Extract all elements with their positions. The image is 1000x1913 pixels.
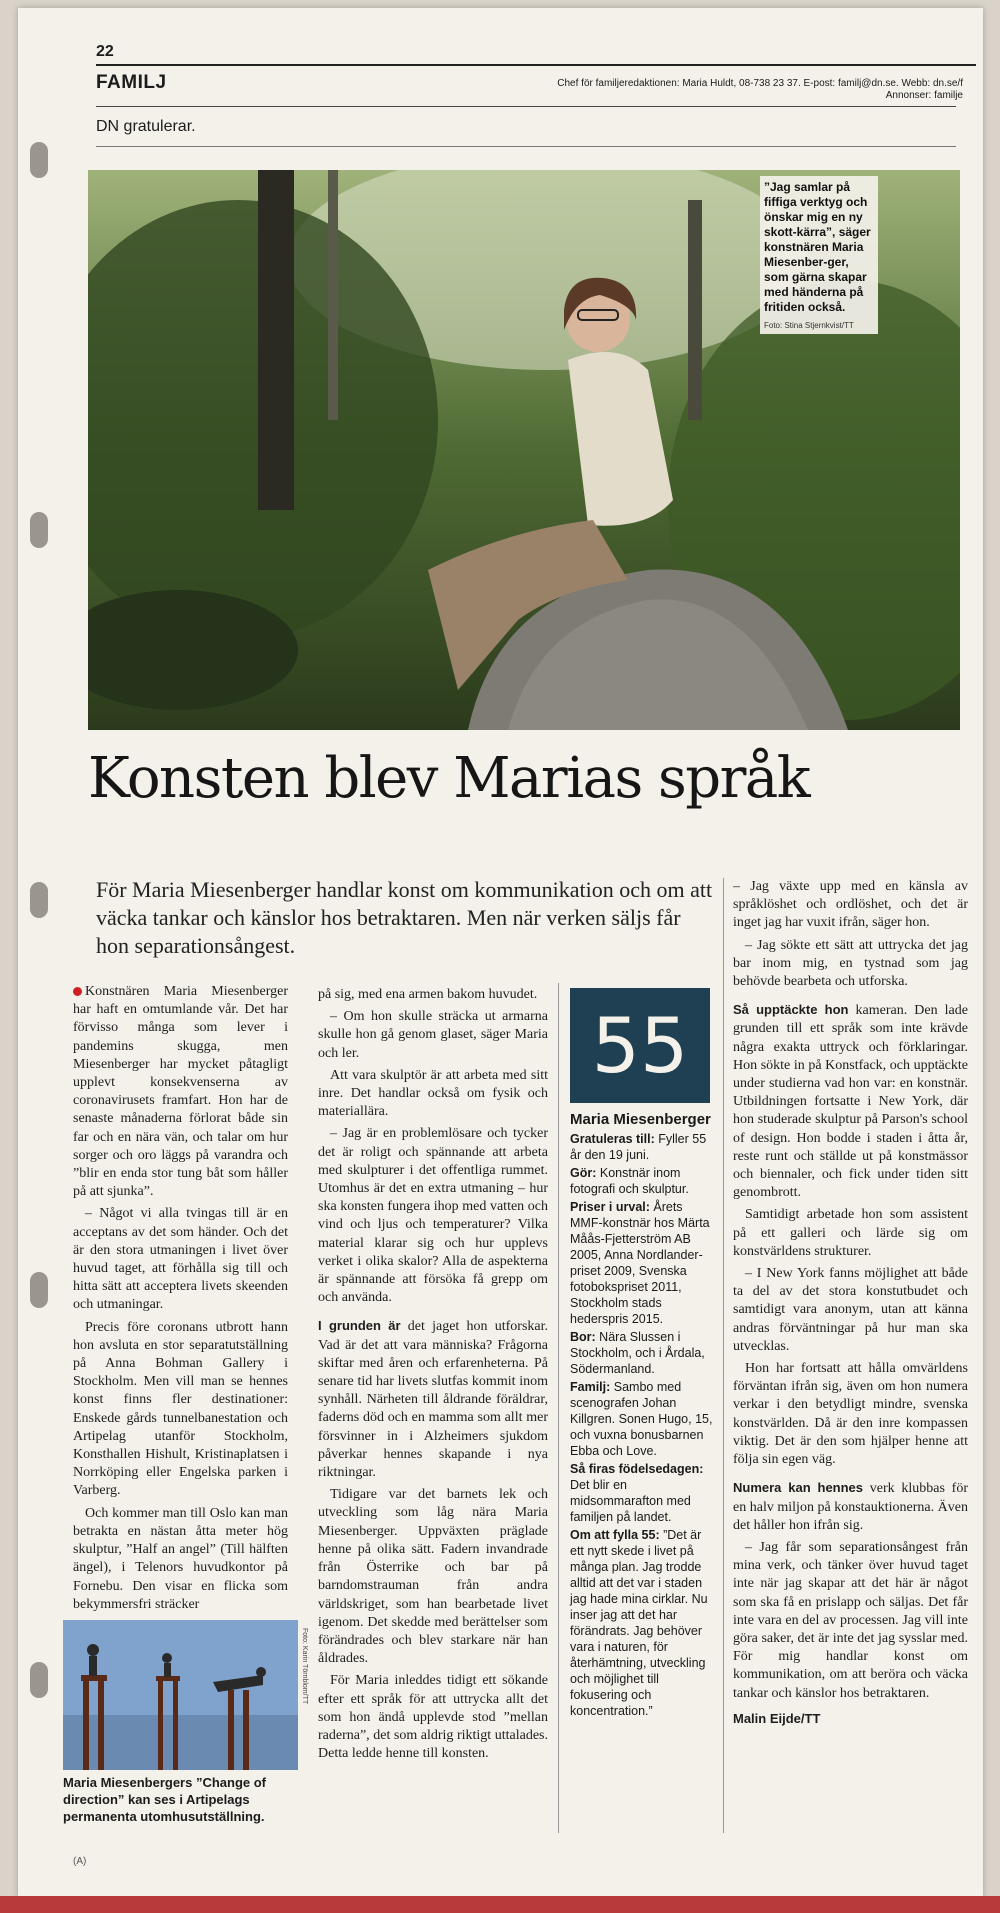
article-paragraph: – Jag sökte ett sätt att uttrycka det jag bar inom mig, en tystnad som jag behövde bearbeta och utforska.	[733, 937, 968, 990]
sculpture-photo	[63, 1620, 298, 1770]
subhead-lead-in: Så upptäckte hon	[733, 1002, 849, 1018]
kicker: DN gratulerar.	[96, 118, 196, 135]
article-paragraph: – Jag växte upp med en känsla av språklöshet och ordlöshet, och det är inget jag har vuxit ifrån, säger hon.	[733, 879, 968, 931]
fact-item: Bor: Nära Slussen i Stockholm, och i Årdala, Södermanland.	[570, 1330, 705, 1376]
fact-item: Priser i urval: Årets MMF-konstnär hos Märta Måås-Fjetterström AB 2005, Anna Nordlander-priset 2009, Svenska fotobokspriset 2011, Stockholm stads hederspris 2015.	[570, 1200, 710, 1326]
section-title: FAMILJ	[96, 72, 167, 93]
photo-credit: Foto: Stina Stjernkvist/TT	[764, 321, 854, 330]
footer-mark: (A)	[73, 1856, 87, 1867]
column-divider	[558, 983, 559, 1833]
article-paragraph: – Om hon skulle sträcka ut armarna skulle hon gå genom glaset, säger Maria och ler.	[318, 1009, 548, 1061]
age-badge: 55	[570, 988, 710, 1103]
article-paragraph: Hon har fortsatt att hålla omvärldens förväntan ifrån sig, även om hon numera verkar i den betydligt mindre, svenska konstvärlden. Då är den inre kompassen viktig. Det är den som hjälper henne att följa sin egen väg.	[733, 1361, 968, 1468]
binder-hole	[30, 1272, 48, 1308]
article-paragraph: För Maria inleddes tidigt ett sökande efter ett språk för att uttrycka allt det som hon ändå upplevde stod ”mellan raderna”, det som aldrig riktigt uttalades. Detta ledde henne till konsten.	[318, 1673, 548, 1762]
headline: Konsten blev Marias språk	[88, 746, 810, 811]
article-paragraph: – I New York fanns möjlighet att både ta del av det stora konstutbudet och samtidigt vara anonym, utan att känna andras förväntningar på hur man ska utvecklas.	[733, 1266, 968, 1354]
binder-hole	[30, 1662, 48, 1698]
fact-item: Familj: Sambo med scenografen Johan Killgren. Sonen Hugo, 15, och vuxna bonusbarnen Ebba och Love.	[570, 1380, 713, 1458]
binder-hole	[30, 882, 48, 918]
fact-box-name: Maria Miesenberger	[570, 1111, 711, 1128]
contact-line: Chef för familjeredaktionen: Maria Huldt, 08-738 23 37. E-post: familj@dn.se. Webb: dn.se/f	[557, 78, 963, 89]
article-column-1	[73, 983, 288, 1618]
bullet-dot-icon	[73, 987, 82, 996]
fact-item: Gör: Konstnär inom fotografi och skulptur.	[570, 1166, 689, 1196]
article-column-2	[318, 986, 548, 1767]
article-column-4	[733, 878, 968, 1730]
article-paragraph: Och kommer man till Oslo kan man betrakta en nästan åtta meter hög skulptur, ”Half an angel” (Till hälften ängel), i Telenors huvudkontor på Fornebu. Den visar en flicka som bekymmersfri sträcker	[73, 1505, 288, 1612]
article-paragraph: Samtidigt arbetade hon som assistent på ett galleri och lärde sig om konstvärldens strukturer.	[733, 1207, 968, 1259]
article-paragraph: – Något vi alla tvingas till är en acceptans av det som händer. Och det är den stora utmaningen i livet över huvud taget, att förhålla sig till och hitta sätt att acceptera livets skeenden och utmaningar.	[73, 1206, 288, 1313]
binder-hole	[30, 512, 48, 548]
article-paragraph: Så upptäckte hon kameran. Den lade grunden till ett språk som inte krävde några exakta uttryck och förklaringar. Hon sökte in på Konstfack, och upptäckte under studierna vad hon var: en konstnär. Utbildningen fortsatte i New York, där hon studerade skulptur på Parson's school of design. Hon bodde i staden i åtta år, reste runt och ställde ut på konstmässor och biennaler, och fick under tiden sitt genombrott.	[733, 1002, 968, 1201]
header-rule-3	[96, 146, 956, 147]
sculpture-photo-caption: Maria Miesenbergers ”Change of direction” kan ses i Artipelags permanenta utomhusutställning.	[63, 1775, 266, 1824]
ads-line: Annonser: familje	[885, 90, 963, 101]
fact-item: Så firas födelsedagen: Det blir en midsommarafton med familjen på landet.	[570, 1462, 704, 1524]
newspaper-page	[18, 8, 983, 1898]
fact-item: Gratuleras till: Fyller 55 år den 19 juni.	[570, 1132, 707, 1162]
page-number: 22	[96, 43, 114, 60]
sculpture-photo-illustration	[63, 1620, 298, 1770]
background-fabric	[0, 1896, 1000, 1913]
fact-item: Om att fylla 55: ”Det är ett nytt skede i livet på många plan. Jag trodde alltid att det var i staden jag hade mina cirklar. Nu inser jag att det har förändrats. Jag behöver vara i naturen, för återhämtning, utveckling och möjlighet till fokusering och koncentration.”	[570, 1528, 708, 1718]
subhead-lead-in: I grunden är	[318, 1318, 401, 1334]
photo-caption	[760, 176, 878, 334]
fact-box	[570, 988, 715, 1721]
photo-caption-quote: ”Jag samlar på fiffiga verktyg och önskar mig en ny skott-kärra”, säger konstnären Maria Miesenber-ger, som gärna skapar med händerna på fritiden också.	[764, 180, 871, 314]
article-paragraph: Tidigare var det barnets lek och utveckling som låg nära Maria Miesenberger. Uppväxten präglade henne på olika sätt. Fadern invandrade från Österrike och bar på barndomstrauman från andra världskriget, som han bearbetade livet igenom. Det skedde med berättelser som förändrades och blev starkare när han åldrades.	[318, 1487, 548, 1667]
article-paragraph: Precis före coronans utbrott hann hon avsluta en stor separatutställning på Anna Bohman Gallery i Stockholm. Men vill man se hennes konst finns fler destinationer: Enskede gårds tunnelbanestation och Artipelag utanför Stockholm, Konsthallen Hishult, Kristinaplatsen i Norrköping eller Engelska parken i Varberg.	[73, 1319, 288, 1499]
article-paragraph: Att vara skulptör är att arbeta med sitt inre. Det handlar också om fysik och materiallära.	[318, 1067, 548, 1120]
binder-hole	[30, 142, 48, 178]
column-divider	[723, 878, 724, 1833]
article-paragraph: – Jag är en problemlösare och tycker det är roligt och spännande att arbeta med skulpturer i det offentliga rummet. Utomhus är det en extra utmaning – hur ska konsten fungera ihop med vatten och vind och ljus och temperaturer? Vilka material klarar sig och hur upplevs verket i olika skalor? Alla de aspekterna är spännande att försöka få grepp om och använda.	[318, 1126, 548, 1306]
sculpture-photo-credit: Foto: Karin Törnblom/TT	[301, 1628, 308, 1705]
article-paragraph: I grunden är det jaget hon utforskar. Vad är det att vara människa? Frågorna skiftar med åren och erfarenheterna. På senare tid har livets slutfas kommit inom synhåll. Närheten till åldrande föräldrar, faderns död och en mamma som allt mer försvinner in i Alzheimers sjukdom påverkar hennes skapande i nya riktningar.	[318, 1318, 549, 1481]
article-paragraph: på sig, med ena armen bakom huvudet.	[318, 987, 538, 1002]
header-rule	[96, 64, 976, 66]
article-paragraph: – Jag får som separationsångest från mina verk, och tänker över huvud taget inte när jag skapar att det här är något som ska få en prislapp och säljas. Det får inte vara en del av processen. Jag vill inte göra saker, det är inte det jag sysslar med. För mig handlar konst om kommunikation, om att beröra och väcka tankar och känslor hos betraktaren.	[733, 1539, 968, 1701]
article-paragraph: Konstnären Maria Miesenberger har haft en omtumlande vår. Det har förvisso många som lever i pandemins skugga, men Miesenberger har mycket påtagligt upplevt konsekvenserna av coronavirusets framfart. Hon har de senaste månaderna förlorat både sin far och en nära vän, och talar om hur sorger och oro läggs på varandra och ”blir en enda stor tung båt som håller på att sjunka”.	[73, 984, 288, 1200]
byline: Malin Eijde/TT	[733, 1710, 821, 1726]
lead-paragraph: För Maria Miesenberger handlar konst om kommunikation och om att väcka tankar och känslor hos betraktaren. Men när verken säljs får hon separationsångest.	[96, 877, 713, 958]
article-paragraph: Numera kan hennes verk klubbas för en halv miljon på konstauktionerna. Även det håller hon ifrån sig.	[733, 1480, 969, 1533]
header-rule-2	[96, 106, 956, 107]
subhead-lead-in: Numera kan hennes	[733, 1480, 864, 1496]
